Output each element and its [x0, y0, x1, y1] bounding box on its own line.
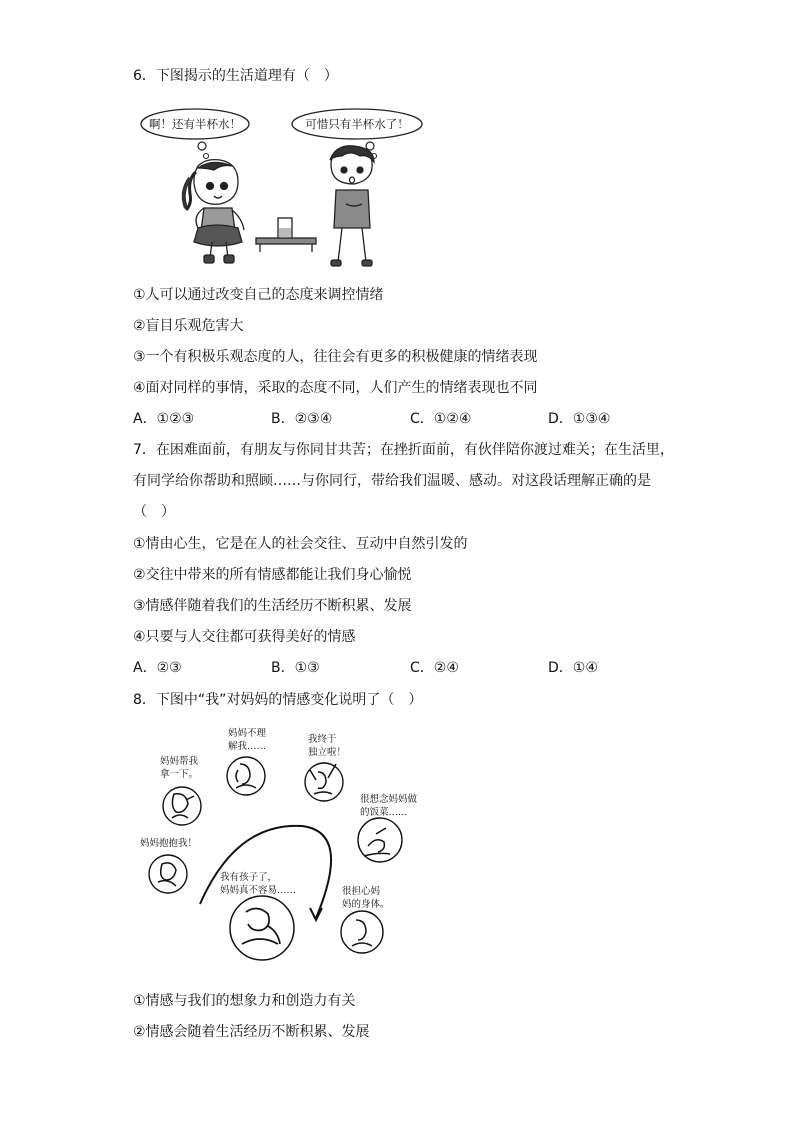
scene-child: [220, 871, 296, 960]
q6-option-1: ①人可以通过改变自己的态度来调控情绪: [133, 287, 384, 303]
caption-miss-line-1: 很想念妈妈做: [360, 794, 418, 805]
q7-option-1: ①情由心生，它是在人的社会交往、互动中自然引发的: [133, 536, 468, 552]
thought-bubble-left: [141, 109, 249, 159]
scene-hug: [140, 837, 197, 893]
q8-option-1: ①情感与我们的想象力和创造力有关: [133, 993, 356, 1009]
caption-independent-line-1: 我终于: [308, 734, 337, 745]
timeline-arrow-icon: [310, 908, 322, 920]
q7-option-2: ②交往中带来的所有情感都能让我们身心愉悦: [133, 567, 412, 583]
caption-understand-line-1: 妈妈不理: [228, 728, 267, 739]
q6-option-3: ③一个有积极乐观态度的人，往往会有更多的积极健康的情绪表现: [133, 349, 538, 365]
q6-choice-c[interactable]: C．①②④: [410, 411, 472, 427]
q6-illustration: [138, 100, 438, 272]
caption-independent-line-2: 独立啦！: [308, 747, 347, 758]
caption-help-line-1: 妈妈帮我: [160, 756, 199, 767]
scene-worry: [341, 885, 390, 953]
q6-choice-d[interactable]: D．①③④: [548, 411, 611, 427]
q8-life-cycle-svg: [138, 722, 428, 972]
caption-worry-line-1: 很担心妈: [342, 886, 381, 897]
girl-figure: [184, 160, 244, 263]
q8-stem: 8．下图中“我”对妈妈的情感变化说明了（ ）: [133, 692, 423, 708]
q6-choice-a[interactable]: A．①②③: [133, 411, 195, 427]
caption-help-line-2: 拿一下。: [160, 769, 199, 780]
q6-option-2: ②盲目乐观危害大: [133, 318, 244, 334]
scene-miss: [358, 793, 418, 862]
caption-miss-line-2: 的饭菜……: [360, 807, 408, 818]
scene-independent: [305, 733, 346, 801]
q7-choice-d[interactable]: D．①④: [548, 660, 598, 676]
scene-help: [160, 755, 201, 825]
boy-figure: [330, 146, 374, 266]
caption-understand-line-2: 解我……: [228, 741, 267, 752]
scene-understand: [227, 727, 267, 795]
bubble-left-text: 啊！还有半杯水！: [149, 117, 241, 131]
table-with-glass: [256, 218, 316, 252]
q7-choice-b[interactable]: B．①③: [271, 660, 320, 676]
q7-stem-line-1: 7．在困难面前，有朋友与你同甘共苦；在挫折面前，有伙伴陪你渡过难关；在生活里，: [133, 442, 674, 458]
q7-stem-line-2: 有同学给你帮助和照顾……与你同行，带给我们温暖、感动。对这段话理解正确的是: [133, 473, 651, 489]
caption-worry-line-2: 妈的身体。: [342, 899, 390, 910]
q7-choice-a[interactable]: A．②③: [133, 660, 182, 676]
caption-child-line-2: 妈妈真不容易……: [220, 885, 297, 896]
q6-stem: 6．下图揭示的生活道理有（ ）: [133, 68, 338, 84]
q7-option-4: ④只要与人交往都可获得美好的情感: [133, 629, 356, 645]
q8-option-2: ②情感会随着生活经历不断积累、发展: [133, 1024, 370, 1040]
q6-cartoon-svg: [138, 100, 438, 272]
q8-illustration: [138, 722, 428, 972]
bubble-right-text: 可惜只有半杯水了！: [305, 117, 409, 131]
q7-option-3: ③情感伴随着我们的生活经历不断积累、发展: [133, 598, 412, 614]
q7-choice-c[interactable]: C．②④: [410, 660, 459, 676]
q6-option-4: ④面对同样的事情，采取的态度不同，人们产生的情绪表现也不同: [133, 380, 538, 396]
caption-hug: 妈妈抱抱我！: [140, 838, 198, 849]
q7-stem-line-3: （ ）: [133, 504, 175, 520]
caption-child-line-1: 我有孩子了，: [220, 872, 278, 883]
q6-choice-b[interactable]: B．②③④: [271, 411, 333, 427]
